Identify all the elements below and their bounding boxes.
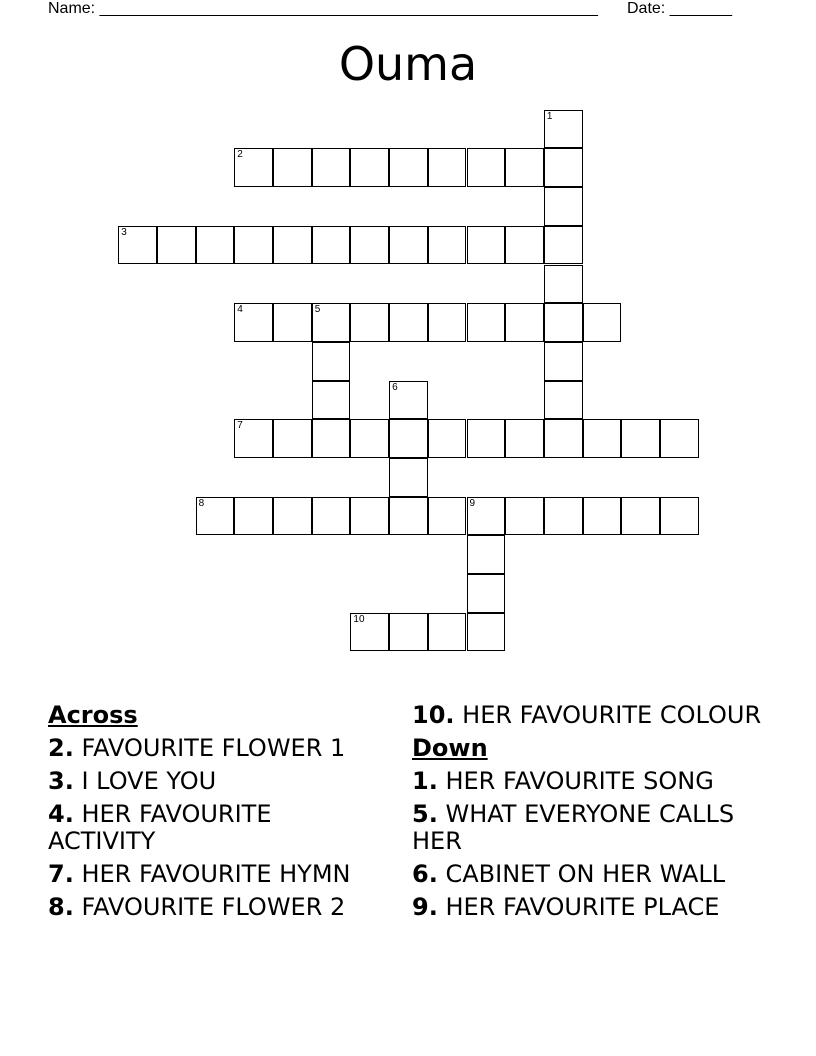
clue-number: 9.	[412, 893, 438, 921]
grid-cell[interactable]	[234, 419, 273, 458]
clue-number: 1.	[412, 767, 438, 795]
grid-cell[interactable]	[621, 497, 660, 536]
grid-cell[interactable]	[544, 497, 583, 536]
grid-cell[interactable]	[660, 497, 699, 536]
grid-cell[interactable]	[621, 419, 660, 458]
clue-text: HER FAVOURITE SONG	[445, 767, 714, 795]
clue-text: HER FAVOURITE COLOUR	[462, 701, 762, 729]
grid-cell[interactable]	[428, 419, 467, 458]
clue-text: FAVOURITE FLOWER 1	[81, 734, 346, 762]
clue-text: HER FAVOURITE ACTIVITY	[48, 800, 272, 855]
clue-across-10	[412, 702, 772, 729]
clue-number: 5.	[412, 800, 438, 828]
grid-cell[interactable]	[544, 342, 583, 381]
grid-cell[interactable]	[544, 303, 583, 342]
grid-cell[interactable]	[544, 381, 583, 420]
cell-number: 5	[314, 304, 321, 316]
clue-number: 2.	[48, 734, 74, 762]
grid-cell[interactable]	[544, 148, 583, 187]
puzzle-title: Ouma	[338, 37, 478, 91]
grid-cell[interactable]	[312, 303, 351, 342]
grid-cell[interactable]	[467, 148, 506, 187]
grid-cell[interactable]	[234, 148, 273, 187]
across-heading: Across	[48, 701, 138, 729]
date-field-label[interactable]: Date: _______	[627, 0, 732, 17]
clue-across-4	[48, 801, 378, 855]
down-heading: Down	[412, 734, 488, 762]
clue-number: 8.	[48, 893, 74, 921]
clue-text: FAVOURITE FLOWER 2	[81, 893, 346, 921]
grid-cell[interactable]	[505, 148, 544, 187]
clue-down-9	[412, 894, 772, 921]
grid-cell[interactable]	[312, 497, 351, 536]
grid-cell[interactable]	[350, 303, 389, 342]
grid-cell[interactable]	[389, 148, 428, 187]
grid-cell[interactable]	[350, 226, 389, 265]
grid-cell[interactable]	[350, 613, 389, 652]
grid-cell[interactable]	[428, 613, 467, 652]
clues-column-right	[412, 702, 772, 927]
clue-text: I LOVE YOU	[81, 767, 217, 795]
clue-down-1	[412, 768, 772, 795]
grid-cell[interactable]	[467, 497, 506, 536]
grid-cell[interactable]	[118, 226, 157, 265]
clue-across-8	[48, 894, 378, 921]
grid-cell[interactable]	[505, 497, 544, 536]
grid-cell[interactable]	[544, 265, 583, 304]
grid-cell[interactable]	[312, 419, 351, 458]
grid-cell[interactable]	[544, 226, 583, 265]
grid-cell[interactable]	[273, 497, 312, 536]
clues-column-left	[48, 702, 378, 927]
grid-cell[interactable]	[196, 226, 235, 265]
grid-cell[interactable]	[505, 226, 544, 265]
cell-number: 1	[546, 110, 553, 122]
clue-across-3	[48, 768, 378, 795]
grid-cell[interactable]	[350, 148, 389, 187]
clue-down-5	[412, 801, 772, 855]
grid-cell[interactable]	[273, 148, 312, 187]
grid-cell[interactable]	[660, 419, 699, 458]
grid-cell[interactable]	[389, 381, 428, 420]
grid-cell[interactable]	[389, 303, 428, 342]
grid-cell[interactable]	[544, 110, 583, 149]
clue-across-7	[48, 861, 378, 888]
grid-cell[interactable]	[312, 226, 351, 265]
grid-cell[interactable]	[196, 497, 235, 536]
grid-cell[interactable]	[467, 303, 506, 342]
grid-cell[interactable]	[389, 226, 428, 265]
cell-number: 2	[237, 149, 243, 161]
grid-cell[interactable]	[389, 613, 428, 652]
grid-cell[interactable]	[350, 419, 389, 458]
grid-cell[interactable]	[428, 226, 467, 265]
cell-number: 3	[121, 226, 127, 238]
clue-number: 10.	[412, 701, 455, 729]
clue-down-6	[412, 861, 772, 888]
grid-cell[interactable]	[389, 458, 428, 497]
grid-cell[interactable]	[428, 148, 467, 187]
grid-cell[interactable]	[350, 497, 389, 536]
grid-cell[interactable]	[505, 419, 544, 458]
clue-number: 3.	[48, 767, 74, 795]
grid-cell[interactable]	[389, 497, 428, 536]
name-field-label[interactable]: Name: ________________________________________________________	[48, 0, 598, 17]
grid-cell[interactable]	[583, 419, 622, 458]
grid-cell[interactable]	[544, 419, 583, 458]
grid-cell[interactable]	[234, 497, 273, 536]
grid-cell[interactable]	[273, 226, 312, 265]
clue-number: 7.	[48, 860, 74, 888]
grid-cell[interactable]	[389, 419, 428, 458]
grid-cell[interactable]	[467, 574, 506, 613]
grid-cell[interactable]	[234, 226, 273, 265]
grid-cell[interactable]	[234, 303, 273, 342]
grid-cell[interactable]	[467, 226, 506, 265]
clue-text: HER FAVOURITE PLACE	[445, 893, 720, 921]
cell-number: 10	[353, 613, 365, 625]
cell-number: 8	[198, 497, 205, 509]
grid-cell[interactable]	[428, 303, 467, 342]
grid-cell[interactable]	[583, 303, 622, 342]
cell-number: 7	[237, 420, 243, 432]
grid-cell[interactable]	[312, 148, 351, 187]
clue-number: 4.	[48, 800, 74, 828]
grid-cell[interactable]	[428, 497, 467, 536]
grid-cell[interactable]	[467, 419, 506, 458]
grid-cell[interactable]	[273, 303, 312, 342]
grid-cell[interactable]	[467, 535, 506, 574]
grid-cell[interactable]	[505, 303, 544, 342]
cell-number: 6	[392, 381, 398, 393]
grid-cell[interactable]	[467, 613, 506, 652]
grid-cell[interactable]	[544, 187, 583, 226]
grid-cell[interactable]	[157, 226, 196, 265]
cell-number: 9	[469, 497, 476, 509]
grid-cell[interactable]	[273, 419, 312, 458]
clue-across-2	[48, 735, 378, 762]
clue-number: 6.	[412, 860, 438, 888]
cell-number: 4	[237, 304, 243, 316]
clue-text: HER FAVOURITE HYMN	[81, 860, 351, 888]
grid-cell[interactable]	[583, 497, 622, 536]
grid-cell[interactable]	[312, 342, 351, 381]
clue-text: WHAT EVERYONE CALLS HER	[412, 800, 735, 855]
grid-cell[interactable]	[312, 381, 351, 420]
clue-text: CABINET ON HER WALL	[445, 860, 726, 888]
